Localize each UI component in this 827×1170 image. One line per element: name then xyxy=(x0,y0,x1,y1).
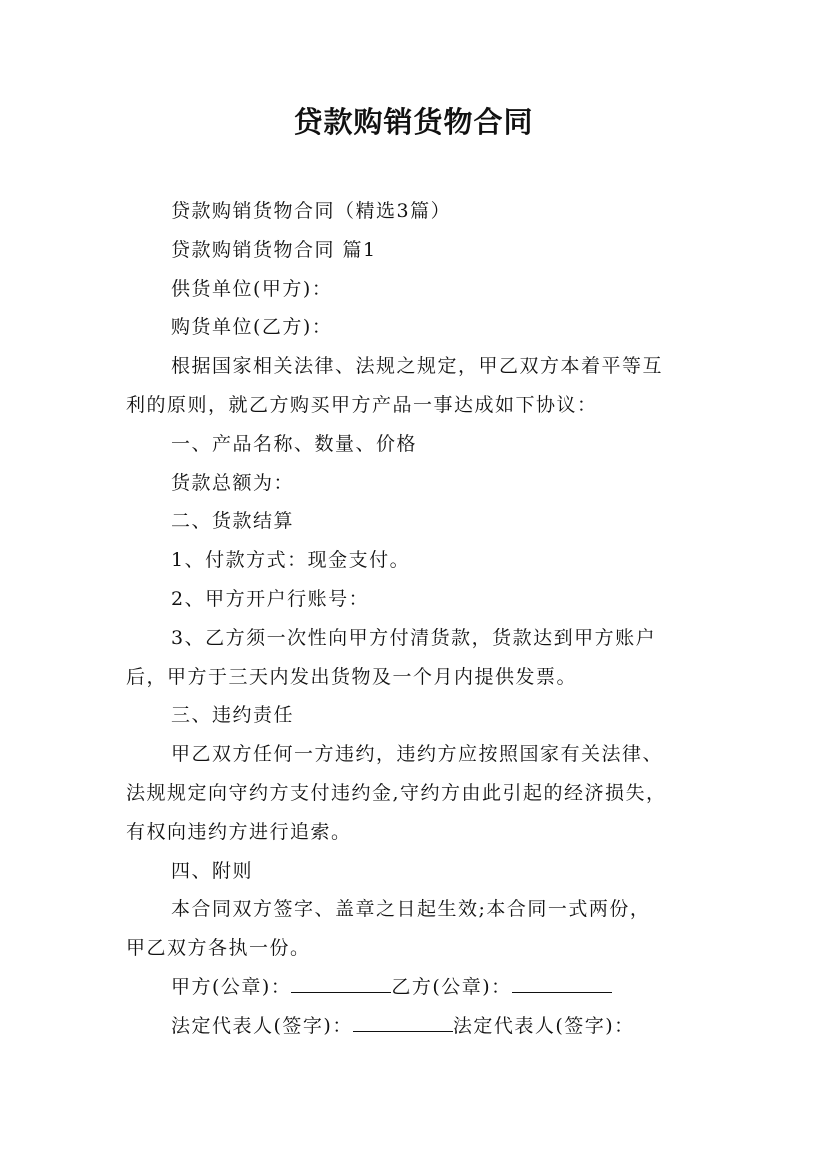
paragraph-line: 甲乙双方各执一份。 xyxy=(126,937,311,960)
party-a-signature-blank[interactable] xyxy=(353,1007,453,1032)
paragraph-line: 有权向违约方进行追索。 xyxy=(126,820,352,843)
party-b-rep-label: 法定代表人(签字)： xyxy=(452,1014,635,1037)
clause-heading: 四、附则 xyxy=(171,859,254,882)
paragraph-line: 3、乙方须一次性向甲方付清货款，货款达到甲方账户 xyxy=(171,626,657,649)
clause-heading: 三、违约责任 xyxy=(171,704,295,727)
signature-line xyxy=(126,1007,726,1046)
paragraph-line: 货款总额为： xyxy=(171,471,295,494)
party-b-seal-label: 乙方(公章)： xyxy=(391,975,512,998)
section-heading: 贷款购销货物合同 篇1 xyxy=(171,238,377,261)
subtitle-line: 贷款购销货物合同（精选3篇） xyxy=(171,200,452,222)
paragraph-line: 2、甲方开户行账号： xyxy=(171,587,370,610)
paragraph-line: 法规规定向守约方支付违约金,守约方由此引起的经济损失， xyxy=(126,781,667,804)
paragraph-line: 根据国家相关法律、法规之规定，甲乙双方本着平等互 xyxy=(171,355,664,378)
party-b-seal-blank[interactable] xyxy=(512,968,612,993)
party-a-seal-blank[interactable] xyxy=(291,968,391,993)
supplier-line: 供货单位(甲方)： xyxy=(171,277,333,300)
paragraph-line: 利的原则，就乙方购买甲方产品一事达成如下协议： xyxy=(126,393,598,416)
party-a-seal-label: 甲方(公章)： xyxy=(171,975,292,998)
document-body xyxy=(126,192,726,1046)
seal-line xyxy=(126,968,726,1007)
paragraph-line: 后，甲方于三天内发出货物及一个月内提供发票。 xyxy=(126,665,578,688)
party-a-rep-label: 法定代表人(签字)： xyxy=(171,1014,353,1037)
paragraph-line: 本合同双方签字、盖章之日起生效;本合同一式两份， xyxy=(171,898,651,921)
paragraph-line: 1、付款方式：现金支付。 xyxy=(171,549,411,572)
clause-heading: 一、产品名称、数量、价格 xyxy=(171,432,418,455)
buyer-line: 购货单位(乙方)： xyxy=(171,316,333,339)
paragraph-line: 甲乙双方任何一方违约，违约方应按照国家有关法律、 xyxy=(171,743,664,766)
clause-heading: 二、货款结算 xyxy=(171,510,295,533)
document-title: 贷款购销货物合同 xyxy=(293,105,534,139)
